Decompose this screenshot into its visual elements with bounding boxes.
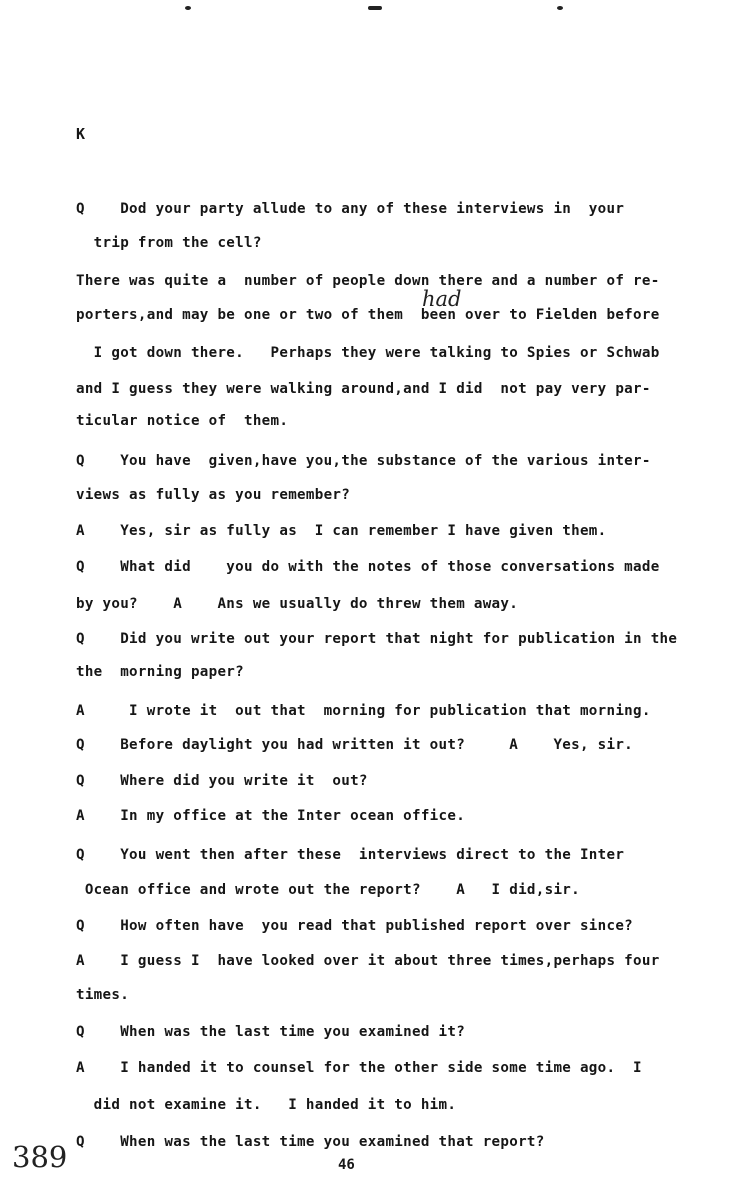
- transcript-line: ticular notice of them.: [76, 413, 289, 429]
- top-smudge: [557, 6, 563, 10]
- handwritten-insert: had: [422, 287, 462, 311]
- transcript-line: Q You have given,have you,the substance of the various inter-: [76, 453, 651, 469]
- transcript-line: the morning paper?: [76, 664, 244, 680]
- transcript-line: Q When was the last time you examined that report?: [76, 1134, 545, 1150]
- transcript-line: Q What did you do with the notes of those conversations made: [76, 559, 660, 575]
- transcript-line: A In my office at the Inter ocean office.: [76, 808, 466, 824]
- transcript-line: A Yes, sir as fully as I can remember I have given them.: [76, 523, 607, 539]
- transcript-line: Q Dod your party allude to any of these interviews in your: [76, 201, 625, 217]
- transcript-line: A I wrote it out that morning for publication that morning.: [76, 703, 651, 719]
- transcript-line: did not examine it. I handed it to him.: [76, 1097, 457, 1113]
- margin-number: 389: [12, 1140, 68, 1174]
- transcript-line: times.: [76, 987, 130, 1003]
- transcript-line: and I guess they were walking around,and I did not pay very par-: [76, 381, 651, 397]
- transcript-line: by you? A Ans we usually do threw them away.: [76, 596, 519, 612]
- transcript-line: trip from the cell?: [76, 235, 262, 251]
- transcript-line: Ocean office and wrote out the report? A I did,sir.: [76, 882, 580, 898]
- transcript-line: porters,and may be one or two of them been over to Fielden before: [76, 307, 660, 323]
- section-mark: K: [76, 125, 86, 143]
- transcript-line: Q Did you write out your report that night for publication in the: [76, 631, 678, 647]
- transcript-line: views as fully as you remember?: [76, 487, 351, 503]
- transcript-line: Q Where did you write it out?: [76, 773, 368, 789]
- transcript-line: Q You went then after these interviews direct to the Inter: [76, 847, 625, 863]
- transcript-line: Q Before daylight you had written it out? A Yes, sir.: [76, 737, 634, 753]
- transcript-line: Q When was the last time you examined it?: [76, 1024, 466, 1040]
- transcript-line: There was quite a number of people down there and a number of re-: [76, 273, 660, 289]
- transcript-line: A I handed it to counsel for the other side some time ago. I: [76, 1060, 642, 1076]
- top-smudge: [368, 6, 382, 10]
- transcript-line: A I guess I have looked over it about three times,perhaps four: [76, 953, 660, 969]
- transcript-line: Q How often have you read that published report over since?: [76, 918, 634, 934]
- top-smudge: [185, 6, 191, 10]
- page-number: 46: [338, 1157, 355, 1173]
- transcript-line: I got down there. Perhaps they were talking to Spies or Schwab: [76, 345, 660, 361]
